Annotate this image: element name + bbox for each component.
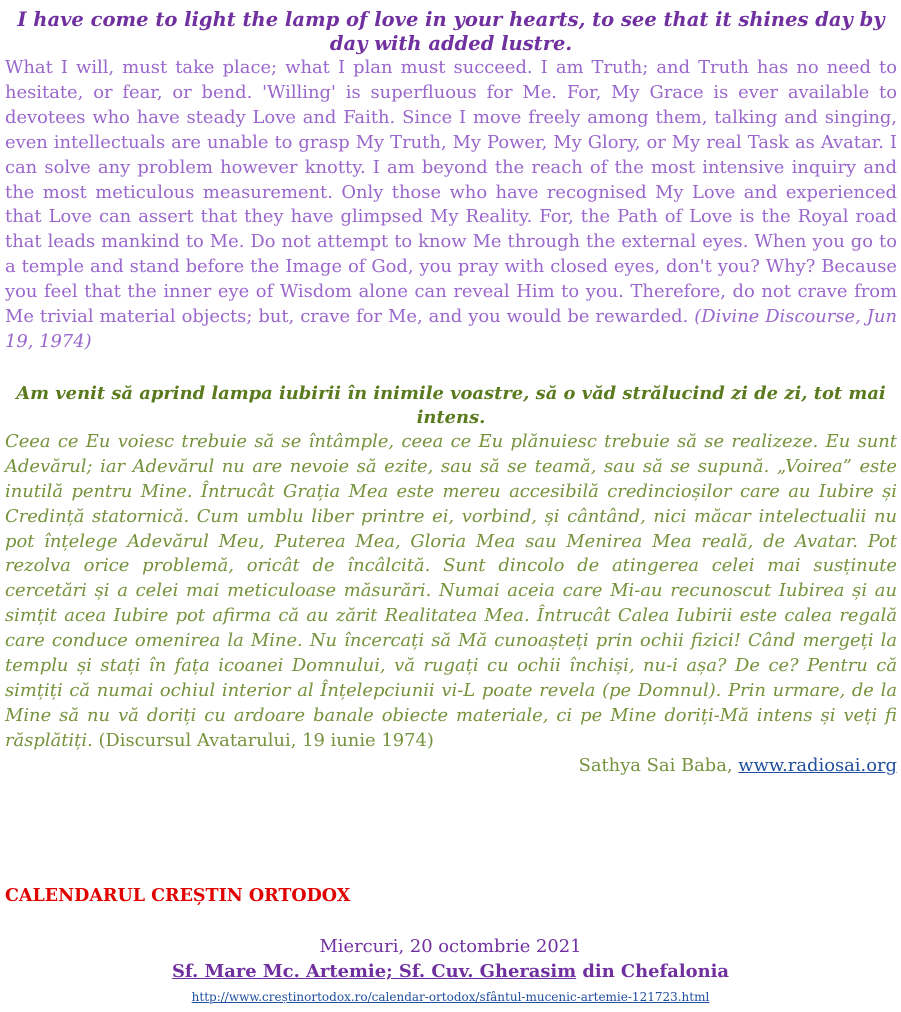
radiosai-link[interactable]: www.radiosai.org: [738, 754, 897, 776]
calendar-url: [0, 990, 901, 1004]
quote-page: [5, 8, 897, 778]
signature: [5, 754, 897, 778]
english-citation: (Divine Discourse, Jun 19, 1974): [5, 306, 897, 352]
saints-link[interactable]: Sf. Mare Mc. Artemie; Sf. Cuv. Gherasim: [172, 961, 577, 982]
calendar-date: Miercuri, 20 octombrie 2021: [319, 936, 582, 957]
romanian-discourse: [5, 430, 897, 754]
romanian-citation: (Discursul Avatarului, 19 iunie 1974): [98, 729, 434, 751]
signature-author: Sathya Sai Baba,: [578, 754, 733, 776]
calendar-url-link[interactable]: http://www.creștinortodox.ro/calendar-ortodox/sfântul-mucenic-artemie-121723.html: [191, 990, 710, 1004]
calendar-heading: CALENDARUL CREȘTIN ORTODOX: [5, 886, 351, 906]
english-discourse: [5, 56, 897, 355]
english-discourse-text: What I will, must take place; what I plan must succeed. I am Truth; and Truth has no need to hesitate, or fear, or bend. 'Willing' is superfluous for Me. For, My Grace is ever available to devotees who have steady Love and Faith. Since I move freely among them, talking and singing, even intellectuals are unable to grasp My Truth, My Power, My Glory, or My real Task as Avatar. I can solve any problem however knotty. I am beyond the reach of the most intensive inquiry and the most meticulous measurement. Only those who have recognised My Love and experienced that Love can assert that they have glimpsed My Reality. For, the Path of Love is the Royal road that leads mankind to Me. Do not attempt to know Me through the external eyes. When you go to a temple and stand before the Image of God, you pray with closed eyes, don't you? Why? Because you feel that the inner eye of Wisdom alone can reveal Him to you. Therefore, do not crave from Me trivial material objects; but, crave for Me, and you would be rewarded.: [5, 57, 897, 328]
saints-suffix: din Chefalonia: [582, 961, 729, 982]
romanian-quote: Am venit să aprind lampa iubirii în inimile voastre, să o văd strălucind zi de zi, tot mai intens.: [16, 382, 886, 428]
romanian-discourse-text: Ceea ce Eu voiesc trebuie să se întâmple, ceea ce Eu plănuiesc trebuie să se realizeze. Eu sunt Adevărul; iar Adevărul nu are nevoie să ezite, sau să se teamă, sau să se supună. „Voirea” este inutilă pentru Mine. Întrucât Grația Mea este mereu accesibilă credincioșilor care au Iubire și Credință statornică. Cum umblu liber printre ei, vorbind, și cântând, nici măcar intelectualii nu pot înțelege Adevărul Meu, Puterea Mea, Gloria Mea sau Menirea Mea reală, de Avatar. Pot rezolva orice problemă, oricât de încâlcită. Sunt dincolo de atingerea celei mai susținute cercetări și a celei mai meticuloase măsurări. Numai aceia care Mi-au recunoscut Iubirea și au simțit acea Iubire pot afirma că au zărit Realitatea Mea. Întrucât Calea Iubirii este calea regală care conduce omenirea la Mine. Nu încercați să Mă cunoașteți prin ochii fizici! Când mergeți la templu și stați în fața icoanei Domnului, vă rugați cu ochii închiși, nu-i așa? De ce? Pentru că simțiți că numai ochiul interior al Înțelepciunii vi-L poate revela (pe Domnul). Prin urmare, de la Mine să nu vă doriți cu ardoare banale obiecte materiale, ci pe Mine doriți-Mă intens și veți fi răsplătiți.: [5, 430, 897, 751]
english-quote: I have come to light the lamp of love in your hearts, to see that it shines day by day with added lustre.: [17, 8, 885, 55]
saints-of-the-day: [0, 961, 901, 982]
